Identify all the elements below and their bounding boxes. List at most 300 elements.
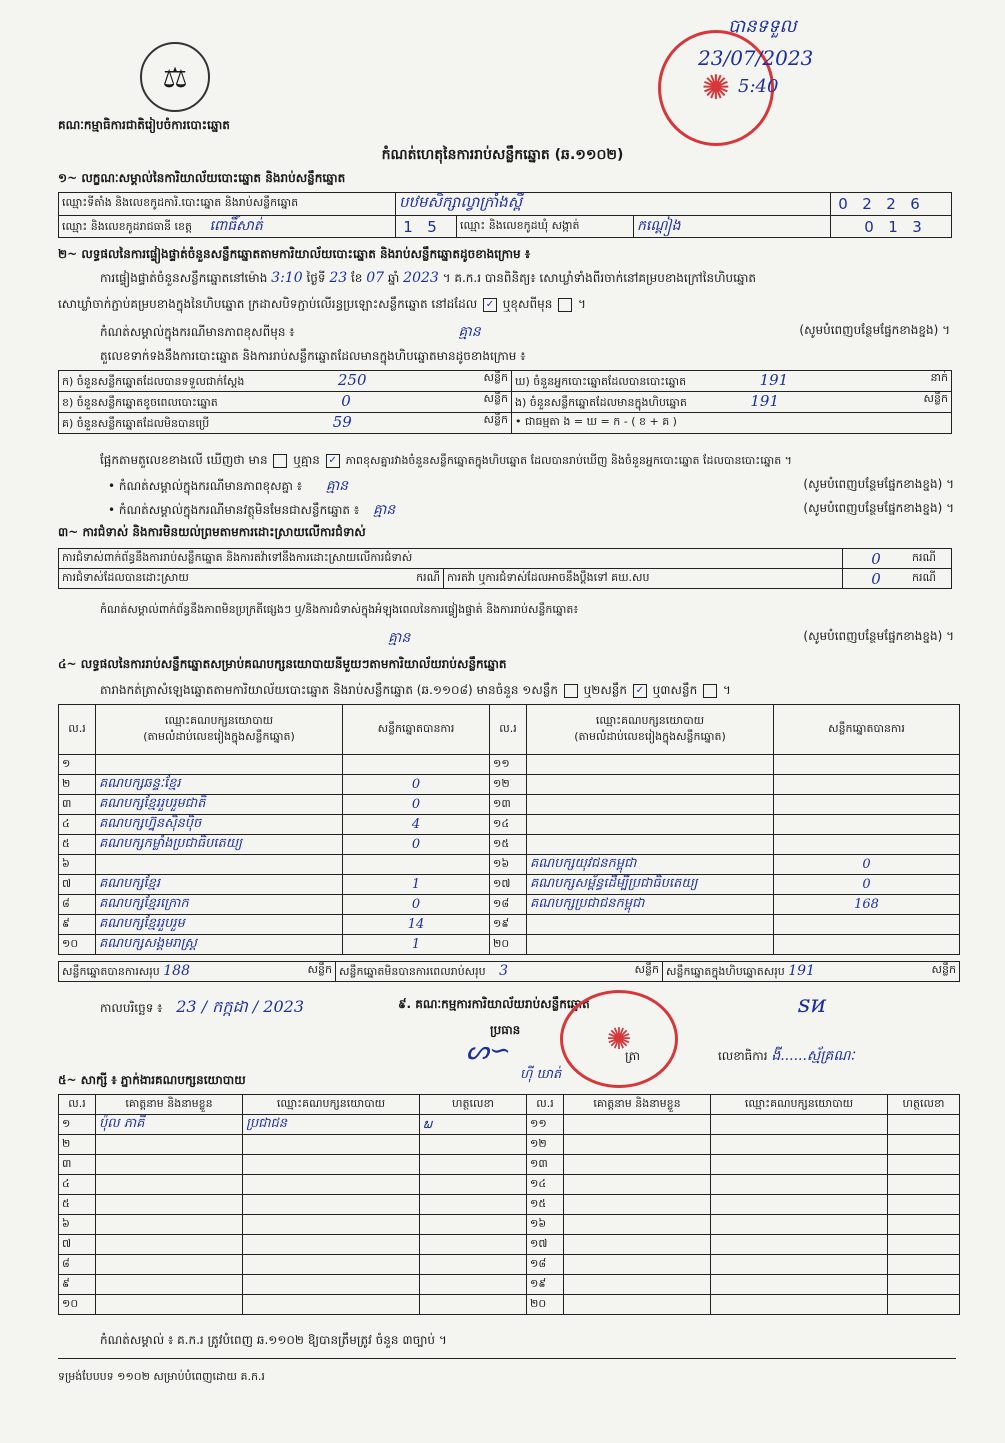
seal-text: សោឃ្លាំចាក់ភ្ជាប់គម្របខាងក្នុងនៃហិបឆ្នោត ក្រដាសបិទភ្ជាប់លើរន្ធប្រឡោះសន្លឹកឆ្នោត នៅដដែល — [58, 297, 478, 311]
seal-emblem-icon: ✺ — [701, 68, 731, 108]
witness-party — [243, 1155, 420, 1175]
stamp-date: 23/07/2023 — [698, 46, 814, 70]
figure-value: 59 — [332, 413, 352, 431]
col-votes: សន្លឹកឆ្នោតបានការ — [774, 705, 960, 755]
party-votes: 0 — [343, 775, 490, 795]
figure-unit: នាក់ — [930, 371, 948, 384]
witness-col-name: គោត្តនាម និងនាមខ្លួន — [96, 1095, 243, 1115]
row-number: ៩ — [59, 915, 96, 935]
row-number: ១៦ — [490, 855, 527, 875]
diff-note-label: កំណត់សម្គាល់ក្នុងករណីមានភាពខុសពីមុន ៖ — [100, 325, 295, 339]
witness-col-no: ល.រ — [527, 1095, 564, 1115]
party-votes: 0 — [774, 875, 960, 895]
witness-party — [711, 1235, 888, 1255]
witness-party — [243, 1215, 420, 1235]
row-number: ៤ — [59, 1175, 96, 1195]
witness-name — [564, 1275, 711, 1295]
table-row — [59, 775, 960, 795]
code-digit: 6 — [910, 195, 920, 213]
date-label: កាលបរិច្ឆេទ ៖ — [100, 1001, 163, 1015]
total-ballots — [663, 962, 960, 982]
witness-signature — [420, 1195, 527, 1215]
total-ballots-label: សន្លឹកឆ្នោតក្នុងហិបឆ្នោតសរុប — [666, 964, 785, 978]
witness-signature — [888, 1295, 960, 1315]
table-row — [59, 815, 960, 835]
col-party-label: ឈ្មោះគណបក្សនយោបាយ — [595, 713, 705, 727]
witness-party — [243, 1255, 420, 1275]
row-number: ២០ — [527, 1295, 564, 1315]
figure-right — [512, 371, 952, 392]
stamp-received-text: បានទទួល — [728, 16, 797, 37]
figure-left — [59, 413, 512, 434]
witness-name — [96, 1215, 243, 1235]
figure-value: 191 — [750, 392, 780, 410]
witness-party — [711, 1295, 888, 1315]
table-row — [59, 915, 960, 935]
row-number: ១៥ — [490, 835, 527, 855]
witness-signature — [888, 1175, 960, 1195]
figure-label: គ) ចំនួនសន្លឹកឆ្នោតដែលមិនបានប្រើ — [62, 417, 210, 430]
party-votes: 0 — [774, 855, 960, 875]
code-digit: 1 — [403, 217, 413, 236]
row-number: ១២ — [527, 1135, 564, 1155]
row-number: ១៣ — [527, 1155, 564, 1175]
row-number: ២ — [59, 1135, 96, 1155]
witness-party — [243, 1175, 420, 1195]
row-number: ៨ — [59, 1255, 96, 1275]
figure-label: ង) ចំនួនសន្លឹកឆ្នោតដែលមានក្នុងហិបឆ្នោត — [515, 396, 687, 409]
party-name: គណបក្សប្រជាជនកម្ពុជា — [527, 895, 774, 915]
resolved-label — [59, 569, 444, 589]
witness-signature — [888, 1255, 960, 1275]
province-code — [396, 216, 457, 238]
party-votes: 1 — [343, 935, 490, 955]
witness-row — [59, 1255, 960, 1275]
foreign-object-note — [108, 500, 954, 521]
secretary-label: លេខាធិការ — [718, 1049, 768, 1063]
row-number: ១៤ — [490, 815, 527, 835]
commune-code — [831, 216, 952, 238]
party-name: គណបក្សខ្មែរក្រោក — [96, 895, 343, 915]
row-number: ១៤ — [527, 1175, 564, 1195]
party-name — [527, 935, 774, 955]
table-row — [59, 935, 960, 955]
witness-row — [59, 1135, 960, 1155]
location-label: ឈ្មោះទីតាំង និងលេខកូដការិ.បោះឆ្នោត និងរាប់សន្លឹកឆ្នោត — [59, 193, 396, 216]
row-number: ៧ — [59, 875, 96, 895]
difference-note-label: • កំណត់សម្គាល់ក្នុងករណីមានភាពខុសគ្នា ៖ — [108, 479, 303, 493]
code-digit: 5 — [427, 217, 437, 236]
sheet-3-checkbox[interactable] — [703, 684, 717, 698]
witness-signature: ພ — [420, 1115, 527, 1135]
has-difference-checkbox[interactable] — [273, 454, 287, 468]
figure-left — [59, 371, 512, 392]
witness-name — [564, 1215, 711, 1235]
figures-row — [59, 371, 952, 392]
witness-party — [711, 1255, 888, 1275]
commune-label: ឈ្មោះ និងលេខកូដឃុំ សង្កាត់ — [457, 216, 634, 238]
witness-signature — [888, 1215, 960, 1235]
witness-party — [243, 1275, 420, 1295]
witness-table — [58, 1094, 960, 1315]
row-number: ១១ — [490, 755, 527, 775]
seal-label: ត្រា — [625, 1049, 640, 1063]
row-number: ១៧ — [490, 875, 527, 895]
witness-row — [59, 1115, 960, 1135]
party-votes: 0 — [343, 895, 490, 915]
row-number: ១៥ — [527, 1195, 564, 1215]
complaints-row-1-value: 0 — [843, 549, 910, 569]
witness-name — [96, 1135, 243, 1155]
witness-row — [59, 1195, 960, 1215]
row-number: ៦ — [59, 1215, 96, 1235]
office-seal — [560, 990, 678, 1088]
witness-name — [564, 1155, 711, 1175]
verify-month-label: ខែ — [350, 271, 363, 285]
col-no: ល.រ — [490, 705, 527, 755]
party-votes: 0 — [343, 835, 490, 855]
witness-col-party: ឈ្មោះគណបក្សនយោបាយ — [711, 1095, 888, 1115]
witness-signature — [888, 1195, 960, 1215]
sheet-2-checkbox[interactable]: ✓ — [633, 684, 647, 698]
foreign-object-hint: (សូមបំពេញបន្ថែមផ្នែកខាងខ្នង) ។ — [803, 501, 954, 515]
footer-text: ទម្រង់បែបបទ ១១០២ សម្រាប់បំពេញដោយ គ.ក.រ — [58, 1370, 265, 1383]
row-number: ៥ — [59, 835, 96, 855]
witness-party — [711, 1155, 888, 1175]
row-number: ១៨ — [490, 895, 527, 915]
row-number: ១៣ — [490, 795, 527, 815]
row-number: ១៩ — [527, 1275, 564, 1295]
secretary-line — [718, 1046, 855, 1067]
date-value: 23 / កក្កដា / 2023 — [176, 997, 304, 1016]
location-code — [831, 193, 952, 216]
province-label — [59, 216, 396, 238]
witness-row — [59, 1175, 960, 1195]
stamp-time: 5:40 — [738, 76, 779, 97]
witness-signature — [420, 1135, 527, 1155]
witness-row — [59, 1275, 960, 1295]
row-number: ៣ — [59, 795, 96, 815]
discrepancy-line — [100, 452, 792, 470]
code-digit: 0 — [838, 195, 848, 213]
row-number: ៥ — [59, 1195, 96, 1215]
party-votes — [774, 795, 960, 815]
code-digit: 1 — [888, 217, 898, 236]
witness-col-name: គោត្តនាម និងនាមខ្លួន — [564, 1095, 711, 1115]
discrepancy-text: ផ្អែកតាមតួលេខខាងលើ ឃើញថា មាន — [100, 453, 268, 467]
diff-note-value: គ្មាន — [458, 324, 481, 340]
witness-col-no: ល.រ — [59, 1095, 96, 1115]
figure-left — [59, 392, 512, 413]
row-number: ៨ — [59, 895, 96, 915]
party-name: គណបក្សសម្ព័ន្ធដើម្បីប្រជាធិបតេយ្យ — [527, 875, 774, 895]
verify-rest: ។ គ.ក.រ បានពិនិត្យ៖ សោឃ្លាំទាំងពីរចាក់នៅគម្របខាងក្រៅនៃហិបឆ្នោត — [442, 271, 757, 285]
total-valid-value: 188 — [163, 962, 190, 979]
party-name — [527, 755, 774, 775]
seal-emblem-icon: ✺ — [606, 1021, 632, 1057]
witness-row — [59, 1295, 960, 1315]
total-ballots-unit: សន្លឹក — [931, 962, 956, 976]
same-checkbox[interactable]: ✓ — [483, 298, 497, 312]
footer-divider — [58, 1358, 956, 1359]
party-name — [527, 815, 774, 835]
section5-heading: ៥~ សាក្សី ៖ ភ្នាក់ងារគណបក្សនយោបាយ — [58, 1073, 246, 1087]
row-number: ១ — [59, 1115, 96, 1135]
witness-col-sign: ហត្ថលេខា — [420, 1095, 527, 1115]
table-row — [59, 875, 960, 895]
row-number: ២ — [59, 775, 96, 795]
col-no: ល.រ — [59, 705, 96, 755]
section1-table — [58, 192, 952, 238]
party-name — [527, 835, 774, 855]
row-number: ៤ — [59, 815, 96, 835]
party-name — [527, 775, 774, 795]
figure-unit: សន្លឹក — [483, 371, 508, 384]
witness-signature — [420, 1175, 527, 1195]
resolved-unit: ករណី — [416, 570, 440, 584]
witness-party — [711, 1215, 888, 1235]
witness-signature — [888, 1235, 960, 1255]
witness-name — [96, 1195, 243, 1215]
verify-text: ការផ្ទៀងផ្ទាត់ចំនួនសន្លឹកឆ្នោតនៅម៉ោង — [100, 271, 268, 285]
code-digit: 2 — [862, 195, 872, 213]
witness-signature — [420, 1155, 527, 1175]
sheet-3-label: ឬ៣សន្លឹក — [652, 683, 698, 697]
party-votes: 14 — [343, 915, 490, 935]
table-row — [59, 855, 960, 875]
party-name: គណបក្សឆន្ទៈខ្មែរ — [96, 775, 343, 795]
foreign-object-label: • កំណត់សម្គាល់ក្នុងករណីមានវត្ថុមិនមែនជាសន្លឹកឆ្នោត ៖ — [108, 503, 360, 517]
col-party-sub: (តាមលំដាប់លេខរៀងក្នុងសន្លឹកឆ្នោត) — [574, 729, 726, 743]
row-number: ៧ — [59, 1235, 96, 1255]
figure-value: 0 — [341, 392, 351, 410]
row-number: ៩ — [59, 1275, 96, 1295]
irregularity-hint: (សូមបំពេញបន្ថែមផ្នែកខាងខ្នង) ។ — [803, 629, 954, 643]
difference-note-value: គ្មាន — [325, 478, 349, 494]
sheet-1-checkbox[interactable] — [564, 684, 578, 698]
figures-table — [58, 370, 952, 434]
figures-row — [59, 413, 952, 434]
appeal-value: 0 — [843, 569, 910, 589]
chair-signature: ᔕ∽ — [466, 1036, 511, 1066]
figure-unit: សន្លឹក — [923, 392, 948, 405]
irregularity-line — [58, 628, 954, 649]
party-name: គណបក្សកម្លាំងប្រជាធិបតេយ្យ — [96, 835, 343, 855]
section3-heading: ៣~ ការជំទាស់ និងការមិនយល់ព្រមតាមការដោះស្រាយលើការជំទាស់ — [58, 525, 366, 539]
figure-formula: • ជាធម្មតា ង = ឃ = ក - ( ខ + គ ) — [512, 413, 952, 434]
total-invalid-label: សន្លឹកឆ្នោតមិនបានការពេលរាប់សរុប — [339, 964, 486, 978]
difference-note-hint: (សូមបំពេញបន្ថែមផ្នែកខាងខ្នង) ។ — [803, 477, 954, 491]
figure-label: ឃ) ចំនួនអ្នកបោះឆ្នោតដែលបានបោះឆ្នោត — [515, 375, 687, 388]
row-number: ១០ — [59, 935, 96, 955]
col-party-label: ឈ្មោះគណបក្សនយោបាយ — [164, 713, 274, 727]
witness-name — [564, 1135, 711, 1155]
col-votes: សន្លឹកឆ្នោតបានការ — [343, 705, 490, 755]
section1-heading: ១~ លក្ខណៈសម្គាល់នៃការិយាល័យបោះឆ្នោត និងរាប់សន្លឹកឆ្នោត — [58, 171, 346, 185]
party-votes — [774, 815, 960, 835]
verify-line-1 — [100, 270, 756, 288]
witness-name — [96, 1295, 243, 1315]
witness-name — [564, 1195, 711, 1215]
row-number: ១២ — [490, 775, 527, 795]
total-valid — [59, 962, 336, 982]
committee-name: គណៈកម្មាធិការជាតិរៀបចំការបោះឆ្នោត — [58, 118, 230, 132]
party-name — [96, 755, 343, 775]
witness-signature — [888, 1135, 960, 1155]
witness-party — [243, 1235, 420, 1255]
party-name — [527, 795, 774, 815]
party-name: គណបក្សយុវជនកម្ពុជា — [527, 855, 774, 875]
no-difference-label: ឬគ្មាន — [293, 453, 320, 467]
witness-party: ប្រជាជន — [243, 1115, 420, 1135]
party-votes — [774, 915, 960, 935]
party-votes: 1 — [343, 875, 490, 895]
party-name: គណបក្សខ្មែររួបរួមជាតិ — [96, 795, 343, 815]
difference-note — [108, 476, 954, 497]
party-name — [527, 915, 774, 935]
code-digit: 3 — [912, 217, 922, 236]
witness-name — [96, 1255, 243, 1275]
party-votes: 168 — [774, 895, 960, 915]
province-value: ពោធិ៍សាត់ — [209, 218, 263, 234]
col-party-sub: (តាមលំដាប់លេខរៀងក្នុងសន្លឹកឆ្នោត) — [143, 729, 295, 743]
discrepancy-rest: ភាពខុសគ្នារវាងចំនួនសន្លឹកឆ្នោតក្នុងហិបឆ្នោត ដែលបានរាប់ឃើញ និងចំនួនអ្នកបោះឆ្នោត ដែលបានបោះឆ្នោត ។ — [345, 454, 792, 467]
witness-name — [96, 1235, 243, 1255]
witness-signature — [888, 1155, 960, 1175]
party-votes: 4 — [343, 815, 490, 835]
verify-time: 3:10 — [271, 270, 303, 286]
figure-label: ខ) ចំនួនសន្លឹកឆ្នោតខូចពេលបោះឆ្នោត — [62, 396, 218, 409]
witness-name — [96, 1155, 243, 1175]
witness-signature — [888, 1275, 960, 1295]
section2-heading: ២~ លទ្ធផលនៃការផ្ទៀងផ្ទាត់ចំនួនសន្លឹកឆ្នោតតាមការិយាល័យបោះឆ្នោត និងរាប់សន្លឹកឆ្នោតដូចខាងក្រោម ៖ — [58, 247, 531, 261]
party-votes — [774, 835, 960, 855]
party-votes — [343, 855, 490, 875]
witness-row — [59, 1215, 960, 1235]
witness-signature — [420, 1295, 527, 1315]
irregularity-value: គ្មាន — [388, 630, 411, 646]
witness-name: ប៉ុល ភាគី — [96, 1115, 243, 1135]
witness-party — [711, 1195, 888, 1215]
committee-office: ៩. គណៈកម្មការការិយាល័យរាប់សន្លឹកឆ្នោត — [398, 997, 590, 1011]
verify-year-label: ឆ្នាំ — [387, 271, 400, 285]
total-invalid-value: 3 — [499, 962, 509, 979]
row-number: ២០ — [490, 935, 527, 955]
total-ballots-value: 191 — [788, 962, 815, 979]
secretary-name: ងី......ស្ម័គ្រណៈ — [771, 1048, 855, 1064]
witness-party — [243, 1295, 420, 1315]
party-name: គណបក្សហ្វ៊ុនស៊ិនប៉ិច — [96, 815, 343, 835]
witness-signature — [420, 1275, 527, 1295]
tally-sheet-text: តារាងកត់ត្រាសំឡេងឆ្នោតតាមការិយាល័យបោះឆ្នោត និងរាប់សន្លឹកឆ្នោត (ឆ.១១០៨) មានចំនួន ១សន្លឹក — [100, 683, 558, 697]
party-votes: 0 — [343, 795, 490, 815]
total-invalid-unit: សន្លឹក — [634, 962, 659, 976]
verify-day: 23 — [329, 270, 348, 286]
party-name — [96, 855, 343, 875]
witness-note: កំណត់សម្គាល់ ៖ គ.ក.រ ត្រូវបំពេញ ឆ.១១០២ ឱ្យបានត្រឹមត្រូវ ចំនួន ៣ច្បាប់ ។ — [100, 1333, 447, 1347]
witness-col-sign: ហត្ថលេខា — [888, 1095, 960, 1115]
totals-table — [58, 961, 960, 982]
col-party — [96, 705, 343, 755]
witness-row — [59, 1235, 960, 1255]
row-number: ១៦ — [527, 1215, 564, 1235]
witness-name — [564, 1255, 711, 1275]
witness-body — [59, 1115, 960, 1315]
row-number: ១៧ — [527, 1235, 564, 1255]
verify-month: 07 — [366, 270, 385, 286]
witness-name — [564, 1175, 711, 1195]
table-row — [59, 835, 960, 855]
verify-day-label: ថ្ងៃទី — [306, 271, 326, 285]
code-digit: 2 — [886, 195, 896, 213]
witness-signature — [420, 1235, 527, 1255]
witness-signature — [888, 1115, 960, 1135]
row-number: ១០ — [59, 1295, 96, 1315]
section4-heading: ៤~ លទ្ធផលនៃការរាប់សន្លឹកឆ្នោតសម្រាប់គណបក្សនយោបាយនីមួយៗតាមការិយាល័យរាប់សន្លឹកឆ្នោត — [58, 657, 507, 671]
witness-row — [59, 1155, 960, 1175]
figure-right — [512, 392, 952, 413]
total-valid-unit: សន្លឹក — [307, 962, 332, 976]
witness-name — [564, 1235, 711, 1255]
resolved-text: ការជំទាស់ដែលបានដោះស្រាយ — [62, 570, 189, 584]
row-number: ១១ — [527, 1115, 564, 1135]
nec-logo: ⚖ — [140, 42, 210, 112]
table-row — [59, 895, 960, 915]
commune-value: កណ្តៀង — [634, 216, 831, 238]
table-row — [59, 755, 960, 775]
results-body — [59, 755, 960, 955]
row-number: ៣ — [59, 1155, 96, 1175]
province-label-text: ឈ្មោះ និងលេខកូដរាជធានី ខេត្ត — [62, 220, 192, 233]
foreign-object-value: គ្មាន — [372, 502, 396, 518]
complaints-unit: ករណី — [909, 549, 952, 569]
appeal-label: ការតវ៉ា ឬការជំទាស់ដែលអាចនឹងប្តឹងទៅ គឃ.សប — [444, 569, 843, 589]
figure-unit: សន្លឹក — [483, 392, 508, 405]
witness-name — [96, 1275, 243, 1295]
chair-name: ហ៊ី ឃាត់ — [520, 1067, 562, 1082]
witness-name — [564, 1115, 711, 1135]
secretary-signature: ꜱᴎ — [798, 990, 827, 1018]
diff-note-hint: (សូមបំពេញបន្ថែមផ្នែកខាងខ្នង) ។ — [799, 323, 950, 337]
party-name: គណបក្សខ្មែរ — [96, 875, 343, 895]
different-checkbox[interactable] — [558, 298, 572, 312]
witness-col-party: ឈ្មោះគណបក្សនយោបាយ — [243, 1095, 420, 1115]
tally-sheet-line: តារាងកត់ត្រាសំឡេងឆ្នោតតាមការិយាល័យបោះឆ្នោត និងរាប់សន្លឹកឆ្នោត (ឆ.១១០៨) មានចំនួន ១សន្លឹក ឬ២សន្លឹក ✓ ឬ៣សន្លឹក ។ — [100, 683, 731, 697]
figure-value: 250 — [337, 371, 367, 389]
party-votes — [774, 775, 960, 795]
witness-party — [711, 1135, 888, 1155]
witness-party — [711, 1115, 888, 1135]
chair-title: ប្រធាន — [490, 1023, 521, 1037]
figure-label: ក) ចំនួនសន្លឹកឆ្នោតដែលបានទទួលជាក់ស្តែង — [62, 375, 245, 388]
party-votes — [343, 755, 490, 775]
verify-line-2: សោឃ្លាំចាក់ភ្ជាប់គម្របខាងក្នុងនៃហិបឆ្នោត ក្រដាសបិទភ្ជាប់លើរន្ធប្រឡោះសន្លឹកឆ្នោត នៅដដែល ✓ ឬខុសពីមុន ។ — [58, 297, 586, 311]
results-table — [58, 704, 960, 955]
row-number: ១៨ — [527, 1255, 564, 1275]
witness-name — [96, 1175, 243, 1195]
verify-year: 2023 — [403, 270, 439, 286]
no-difference-checkbox[interactable]: ✓ — [326, 454, 340, 468]
row-number: ៦ — [59, 855, 96, 875]
party-votes — [774, 755, 960, 775]
witness-party — [243, 1135, 420, 1155]
total-valid-label: សន្លឹកឆ្នោតបានការសរុប — [62, 964, 160, 978]
different-text: ឬខុសពីមុន — [502, 297, 553, 311]
col-party — [527, 705, 774, 755]
sheet-2-label: ឬ២សន្លឹក — [583, 683, 628, 697]
witness-signature — [420, 1255, 527, 1275]
complaints-row-1-label: ការជំទាស់ពាក់ព័ន្ធនឹងការរាប់សន្លឹកឆ្នោត និងការតវ៉ាទៅនឹងការដោះស្រាយលើការជំទាស់ — [59, 549, 843, 569]
